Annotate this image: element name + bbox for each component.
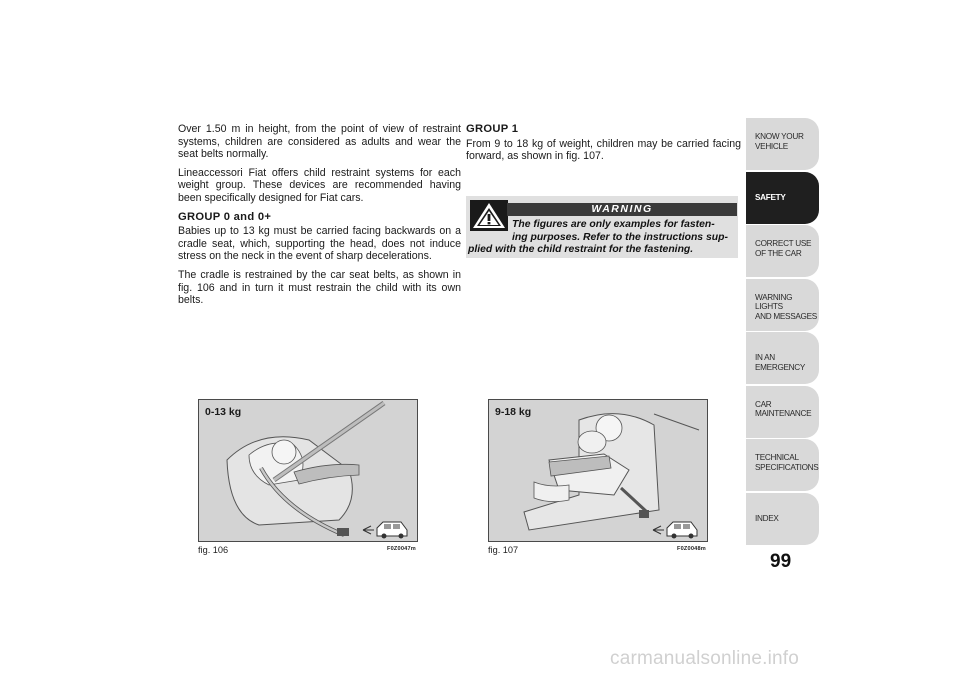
tab-index[interactable] <box>746 493 819 545</box>
section-heading-group-0: GROUP 0 and 0+ <box>178 210 272 223</box>
figure-107-image <box>488 399 708 542</box>
tab-label: INDEX <box>755 513 779 523</box>
paragraph: The cradle is restrained by the car seat belts, as shown in fig. 106 and in turn it must restrain the child with its own belts. <box>178 268 461 307</box>
warning-line: The figures are only examples for fasten- <box>512 219 715 230</box>
section-heading-group-1: GROUP 1 <box>466 123 519 135</box>
car-direction-icon <box>651 518 701 540</box>
tab-technical-specifications[interactable] <box>746 439 819 491</box>
right-column <box>466 123 741 169</box>
page-number: 99 <box>770 551 792 572</box>
tab-label: CORRECT USE <box>755 239 812 248</box>
tab-label: VEHICLE <box>755 141 788 151</box>
chapter-tabs <box>746 118 819 546</box>
paragraph: From 9 to 18 kg of weight, children may be carried facing forward, as shown in fig. 107. <box>466 137 741 163</box>
warning-line: plied with the child restraint for the fastening. <box>468 244 694 256</box>
tab-label: OF THE CAR <box>755 248 802 258</box>
tab-label: SPECIFICATIONS <box>755 462 819 472</box>
paragraph: Lineaccessori Fiat offers child restraint systems for each weight group. These devices are recommended having been specifically designed for Fiat cars. <box>178 166 461 204</box>
tab-in-an-emergency[interactable] <box>746 332 819 384</box>
tab-label: SAFETY <box>755 192 786 202</box>
tab-label: AND MESSAGES <box>755 311 817 321</box>
tab-label: MAINTENANCE <box>755 409 812 419</box>
tab-warning-lights[interactable] <box>746 279 819 331</box>
tab-label: IN AN EMERGENCY <box>755 353 806 372</box>
paragraph: Over 1.50 m in height, from the point of view of restraint systems, children are considered as adults and wear the seat belts normally. <box>178 123 461 161</box>
tab-know-your-vehicle[interactable] <box>746 118 819 170</box>
tab-car-maintenance[interactable] <box>746 386 819 438</box>
figure-code: F0Z0048m <box>677 546 706 552</box>
tab-label: WARNING LIGHTS <box>755 292 793 312</box>
warning-text <box>466 219 734 257</box>
warning-line: ing purposes. Refer to the instructions sup- <box>512 231 728 243</box>
paragraph: Babies up to 13 kg must be carried facing backwards on a cradle seat, which, supporting the head, does not induce stress on the neck in the event of sharp decelerations. <box>178 225 461 263</box>
figure-caption: fig. 106 <box>198 545 229 555</box>
warning-title: WARNING <box>507 203 737 216</box>
tab-safety[interactable] <box>746 172 819 224</box>
figure-code: F0Z0047m <box>387 546 416 552</box>
tab-label: CAR <box>755 399 772 409</box>
figure-weight-label: 0-13 kg <box>205 406 242 418</box>
figure-weight-label: 9-18 kg <box>495 406 532 418</box>
tab-label: KNOW YOUR <box>755 132 804 141</box>
figure-caption: fig. 107 <box>488 545 519 555</box>
figure-106-image <box>198 399 418 542</box>
left-column <box>178 123 461 313</box>
tab-correct-use[interactable] <box>746 225 819 277</box>
watermark: carmanualsonline.info <box>610 648 800 669</box>
tab-label: TECHNICAL <box>755 453 799 462</box>
car-direction-icon <box>361 518 411 540</box>
